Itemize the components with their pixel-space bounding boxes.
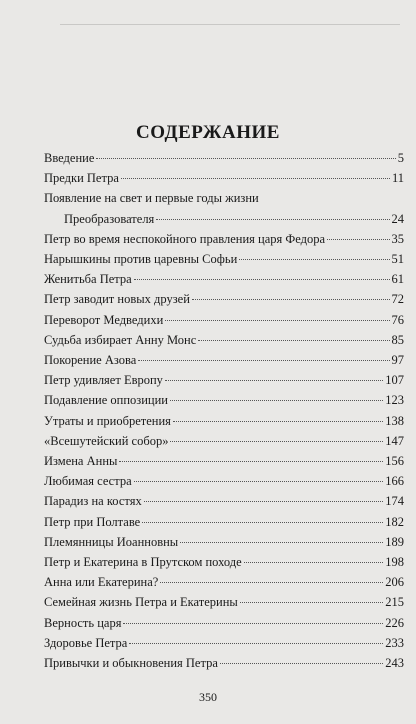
page-number: 350 xyxy=(199,690,217,704)
toc-entry xyxy=(44,188,404,208)
dot-leader xyxy=(123,623,383,624)
toc-entry-page: 243 xyxy=(385,656,404,671)
dot-leader xyxy=(173,421,383,422)
toc-entry xyxy=(44,633,404,653)
dot-leader xyxy=(144,501,384,502)
toc-entry-title: Племянницы Иоанновны xyxy=(44,534,179,549)
toc-entry-title: Верность царя xyxy=(44,615,122,630)
toc-entry-title: Появление на свет и первые годы жизни xyxy=(44,191,259,206)
toc-entry-title: Предки Петра xyxy=(44,171,119,186)
toc-entry xyxy=(44,370,404,390)
toc-entry-title: Семейная жизнь Петра и Екатерины xyxy=(44,595,238,610)
toc-entry xyxy=(44,148,404,168)
toc-entry-page: 72 xyxy=(391,292,404,307)
dot-leader xyxy=(129,643,383,644)
dot-leader xyxy=(121,178,390,179)
dot-leader xyxy=(156,219,389,220)
toc-entry xyxy=(44,209,404,229)
toc-entry xyxy=(44,451,404,471)
toc-entry-page: 5 xyxy=(397,151,404,165)
toc-entry xyxy=(44,491,404,511)
toc-entry-title: Петр удивляет Европу xyxy=(44,373,163,388)
dot-leader xyxy=(170,400,383,401)
dot-leader xyxy=(134,481,384,482)
toc-entry-title: Покорение Азова xyxy=(44,353,137,368)
table-of-contents xyxy=(44,148,404,673)
toc-entry-page: 138 xyxy=(385,413,404,428)
dot-leader xyxy=(192,299,390,300)
dot-leader xyxy=(327,239,389,240)
dot-leader xyxy=(239,259,389,260)
toc-entry xyxy=(44,653,404,673)
toc-entry-title: Здоровье Петра xyxy=(44,635,128,650)
dot-leader xyxy=(165,380,383,381)
toc-entry-title: Преобразователя xyxy=(64,211,155,226)
toc-entry-title: Привычки и обыкновения Петра xyxy=(44,656,218,671)
toc-entry-title: Парадиз на костях xyxy=(44,494,142,509)
dot-leader xyxy=(160,582,383,583)
toc-entry xyxy=(44,532,404,552)
toc-entry-title: Любимая сестра xyxy=(44,474,132,489)
toc-entry-page: 233 xyxy=(385,635,404,650)
toc-entry xyxy=(44,512,404,532)
toc-entry xyxy=(44,330,404,350)
toc-entry-title: Петр во время неспокойного правления царя Федора xyxy=(44,231,326,246)
toc-entry-page: 198 xyxy=(385,555,404,570)
dot-leader xyxy=(119,461,383,462)
dot-leader xyxy=(198,340,389,341)
toc-entry-title: Петр и Екатерина в Прутском походе xyxy=(44,555,242,570)
toc-entry-page: 35 xyxy=(391,231,404,246)
toc-entry xyxy=(44,613,404,633)
toc-entry xyxy=(44,552,404,572)
toc-entry-title: Женитьба Петра xyxy=(44,272,132,287)
toc-entry-page: 182 xyxy=(385,514,404,529)
toc-entry xyxy=(44,310,404,330)
toc-entry-page: 11 xyxy=(391,171,404,186)
toc-entry-page: 226 xyxy=(385,615,404,630)
toc-entry-title: Анна или Екатерина? xyxy=(44,575,159,590)
dot-leader xyxy=(170,441,383,442)
toc-entry xyxy=(44,350,404,370)
toc-entry-page: 51 xyxy=(391,252,404,267)
toc-entry-title: Судьба избирает Анну Монс xyxy=(44,332,197,347)
toc-entry xyxy=(44,229,404,249)
toc-entry xyxy=(44,289,404,309)
dot-leader xyxy=(138,360,389,361)
toc-entry xyxy=(44,471,404,491)
page-title: СОДЕРЖАНИЕ xyxy=(136,122,280,143)
toc-entry-page: 97 xyxy=(391,353,404,368)
dot-leader xyxy=(142,522,383,523)
toc-entry-title: Нарышкины против царевны Софьи xyxy=(44,252,238,267)
dot-leader xyxy=(96,158,395,159)
toc-entry xyxy=(44,572,404,592)
toc-entry-page: 174 xyxy=(385,494,404,509)
toc-entry xyxy=(44,168,404,188)
toc-entry-title: Измена Анны xyxy=(44,454,118,469)
show-through-header xyxy=(60,6,400,25)
dot-leader xyxy=(165,320,389,321)
toc-entry-title: Утраты и приобретения xyxy=(44,413,171,428)
toc-entry-page: 156 xyxy=(385,454,404,469)
toc-entry-page: 107 xyxy=(385,373,404,388)
toc-entry-title: Переворот Медведихи xyxy=(44,312,164,327)
dot-leader xyxy=(240,602,383,603)
dot-leader xyxy=(134,279,390,280)
dot-leader xyxy=(220,663,383,664)
toc-entry-title: «Всешутейский собор» xyxy=(44,433,169,448)
toc-entry xyxy=(44,431,404,451)
toc-entry xyxy=(44,269,404,289)
toc-entry-page: 166 xyxy=(385,474,404,489)
dot-leader xyxy=(180,542,383,543)
toc-entry-title: Петр при Полтаве xyxy=(44,514,141,529)
toc-entry xyxy=(44,411,404,431)
toc-entry-page: 215 xyxy=(385,595,404,610)
toc-entry-title: Подавление оппозиции xyxy=(44,393,168,408)
toc-entry xyxy=(44,390,404,410)
toc-entry-page: 24 xyxy=(391,211,404,226)
toc-entry-page: 76 xyxy=(391,312,404,327)
toc-entry-title: Введение xyxy=(44,151,95,165)
toc-entry-page: 61 xyxy=(391,272,404,287)
toc-entry xyxy=(44,249,404,269)
toc-entry-page: 147 xyxy=(385,433,404,448)
dot-leader xyxy=(244,562,384,563)
toc-entry-page: 123 xyxy=(385,393,404,408)
toc-entry-page: 189 xyxy=(385,534,404,549)
toc-entry-page: 85 xyxy=(391,332,404,347)
toc-entry-page: 206 xyxy=(385,575,404,590)
toc-entry xyxy=(44,592,404,612)
toc-entry-title: Петр заводит новых друзей xyxy=(44,292,190,307)
